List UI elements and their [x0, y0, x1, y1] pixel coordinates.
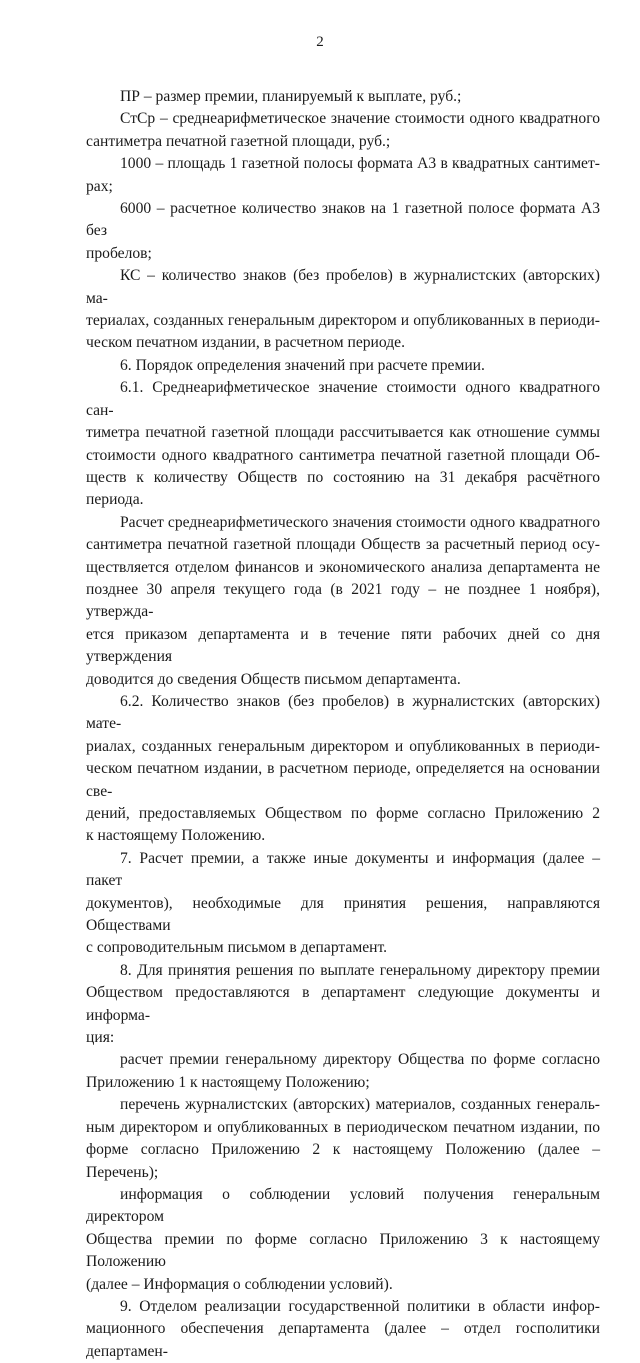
- text-line: Обществом предоставляются в департамент следующие документы и информа-: [86, 984, 600, 1024]
- paragraph: [86, 108, 600, 153]
- text-line: Приложению 1 к настоящему Положению;: [86, 1073, 370, 1091]
- text-line: риалах, созданных генеральным директором и опубликованных в периоди-: [86, 737, 600, 755]
- text-line: к настоящему Положению.: [86, 827, 266, 845]
- text-line: расчет премии генеральному директору Общества по форме согласно: [120, 1051, 600, 1069]
- text-line: рах;: [86, 177, 113, 195]
- paragraph: [86, 377, 600, 511]
- text-line: ция:: [86, 1029, 115, 1047]
- text-line: сантиметра печатной газетной площади Обществ за расчетный период осу-: [86, 536, 600, 554]
- paragraph: [86, 153, 600, 198]
- text-line: 1000 – площадь 1 газетной полосы формата А3 в квадратных сантимет-: [120, 155, 600, 173]
- paragraph: [86, 1094, 600, 1184]
- paragraph: [86, 198, 600, 265]
- text-line: ется приказом департамента и в течение пяти рабочих дней со дня утверждения: [86, 625, 600, 666]
- text-line: 6.1. Среднеарифметическое значение стоимости одного квадратного сан-: [86, 379, 600, 419]
- paragraph: [86, 1296, 600, 1363]
- text-line: ществ к количеству Обществ по состоянию на 31 декабря расчётного периода.: [86, 468, 600, 509]
- text-line: Общества премии по форме согласно Приложению 3 к настоящему Положению: [86, 1230, 600, 1271]
- text-line: дений, предоставляемых Обществом по форме согласно Приложению 2: [86, 805, 600, 822]
- text-line: 6. Порядок определения значений при расчете премии.: [120, 356, 485, 374]
- text-line: сантиметра печатной газетной площади, руб.;: [86, 132, 391, 150]
- text-line: доводится до сведения Обществ письмом департамента.: [86, 670, 461, 688]
- text-line: форме согласно Приложению 2 к настоящему Положению (далее – Перечень);: [86, 1141, 600, 1181]
- text-line: ным директором и опубликованных в периодическом печатном издании, по: [86, 1118, 600, 1136]
- page-number: 2: [316, 34, 324, 50]
- text-line: 6.2. Количество знаков (без пробелов) в журналистских (авторских) мате-: [86, 692, 600, 733]
- text-line: документов), необходимые для принятия решения, направляются Обществами: [86, 894, 600, 935]
- text-line: (далее – Информация о соблюдении условий).: [86, 1275, 393, 1293]
- paragraph: [86, 1184, 600, 1296]
- text-line: информация о соблюдении условий получения генеральным директором: [86, 1185, 600, 1226]
- paragraph: [86, 512, 600, 691]
- text-line: КС – количество знаков (без пробелов) в журналистских (авторских) ма-: [86, 267, 600, 307]
- paragraph: [86, 960, 600, 1050]
- text-line: Расчет среднеарифметического значения стоимости одного квадратного: [120, 513, 600, 531]
- text-line: 7. Расчет премии, а также иные документы и информация (далее – пакет: [86, 849, 600, 890]
- paragraph: [86, 355, 600, 377]
- text-line: тиметра печатной газетной площади рассчитывается как отношение суммы: [86, 424, 600, 442]
- text-line: позднее 30 апреля текущего года (в 2021 году – не позднее 1 ноября), утвержда-: [86, 580, 600, 621]
- paragraph: [86, 265, 600, 355]
- paragraph: [86, 1049, 600, 1094]
- text-line: 9. Отделом реализации государственной политики в области инфор-: [120, 1297, 600, 1315]
- text-line: пробелов;: [86, 244, 152, 262]
- text-line: СтСр – среднеарифметическое значение стоимости одного квадратного: [120, 110, 600, 128]
- text-line: 6000 – расчетное количество знаков на 1 газетной полосе формата А3 без: [86, 200, 600, 240]
- text-line: мационного обеспечения департамента (далее – отдел госполитики департамен-: [86, 1320, 600, 1360]
- text-line: с сопроводительным письмом в департамент.: [86, 939, 388, 957]
- text-line: ществляется отделом финансов и экономического анализа департамента не: [86, 558, 600, 576]
- text-line: ПР – размер премии, планируемый к выплате, руб.;: [120, 88, 462, 105]
- text-line: ческом печатном издании, в расчетном периоде, определяется на основании све-: [86, 760, 600, 800]
- text-line: стоимости одного квадратного сантиметра печатной газетной площади Об-: [86, 446, 600, 464]
- text-line: ческом печатном издании, в расчетном периоде.: [86, 334, 405, 352]
- paragraph: [86, 86, 600, 108]
- text-line: перечень журналистских (авторских) материалов, созданных генераль-: [120, 1096, 600, 1114]
- text-line: териалах, созданных генеральным директором и опубликованных в периоди-: [86, 312, 600, 330]
- text-line: 8. Для принятия решения по выплате генеральному директору премии: [120, 961, 600, 979]
- document-body: [86, 86, 600, 1363]
- paragraph: [86, 691, 600, 848]
